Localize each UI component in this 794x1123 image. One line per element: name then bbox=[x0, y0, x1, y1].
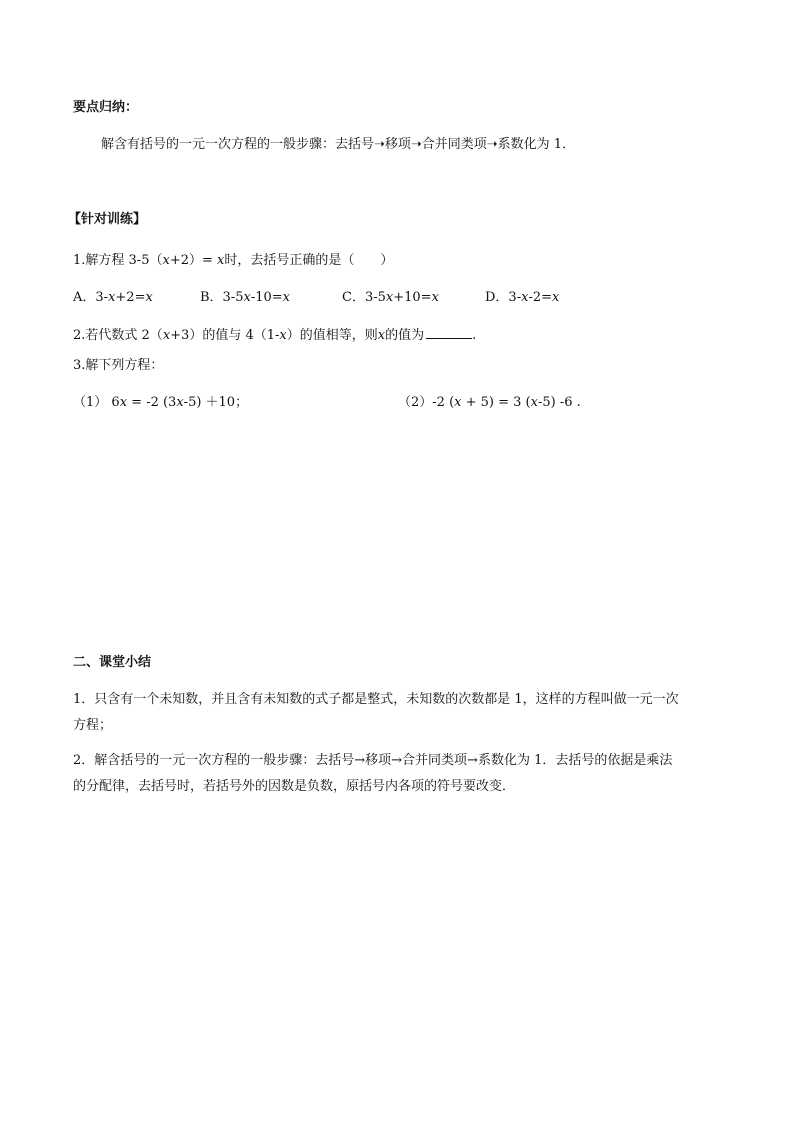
q1-option-c bbox=[342, 289, 439, 307]
summary-point-2-line-1: 2．解含括号的一元一次方程的一般步骤：去括号→移项→合并同类项→系数化为 1．去括号的依据是乘法 bbox=[73, 753, 673, 768]
question-3-label: 3.解下列方程： bbox=[73, 358, 164, 373]
option-text: +2= bbox=[115, 290, 146, 305]
option-text: -2= bbox=[528, 290, 552, 305]
eq1-text: （1） 6 bbox=[73, 395, 120, 410]
q1-var: x bbox=[217, 253, 225, 268]
summary-point-1-line-2: 方程； bbox=[73, 718, 113, 733]
eq2-var: x bbox=[454, 395, 462, 410]
option-var: x bbox=[431, 290, 439, 305]
eq2-text: -5) -6 . bbox=[537, 395, 581, 410]
option-var: x bbox=[552, 290, 560, 305]
class-summary-heading: 二、课堂小结 bbox=[73, 655, 152, 670]
eq1-var: x bbox=[176, 395, 184, 410]
q1-var: x bbox=[162, 253, 170, 268]
q2-var: x bbox=[279, 328, 287, 343]
q2-text: +3）的值与 4（1- bbox=[170, 328, 280, 343]
q2-text: ）的值相等，则 bbox=[286, 328, 378, 343]
answer-blank[interactable] bbox=[426, 326, 472, 339]
eq1-var: x bbox=[119, 395, 128, 410]
option-text: B．3-5 bbox=[200, 290, 244, 305]
option-text: A．3- bbox=[73, 290, 109, 305]
eq2-text: + 5) = 3 ( bbox=[461, 395, 531, 410]
equation-2 bbox=[398, 394, 581, 412]
eq1-text: -5) ＋10； bbox=[183, 395, 249, 410]
q1-option-d bbox=[485, 289, 559, 307]
summary-point-2-line-2: 的分配律，去括号时，若括号外的因数是负数，原括号内各项的符号要改变． bbox=[73, 779, 516, 794]
option-text: +10= bbox=[393, 290, 432, 305]
option-var: x bbox=[243, 290, 251, 305]
q2-text: . bbox=[472, 328, 477, 343]
q1-text: 1.解方程 3-5（ bbox=[73, 253, 163, 268]
q2-text: 的值为 bbox=[385, 328, 425, 343]
option-var: x bbox=[521, 290, 529, 305]
summary-heading: 要点归纳： bbox=[73, 100, 139, 115]
q2-text: 2.若代数式 2（ bbox=[73, 328, 163, 343]
q2-var: x bbox=[377, 328, 386, 343]
option-var: x bbox=[282, 290, 291, 305]
eq2-var: x bbox=[530, 395, 538, 410]
option-text: D．3- bbox=[485, 290, 522, 305]
equation-1 bbox=[73, 394, 248, 412]
option-var: x bbox=[108, 290, 116, 305]
eq1-text: = -2 (3 bbox=[127, 395, 177, 410]
question-2 bbox=[73, 326, 476, 345]
option-text: C．3-5 bbox=[342, 290, 386, 305]
q2-var: x bbox=[162, 328, 171, 343]
training-heading: 【针对训练】 bbox=[68, 212, 147, 227]
summary-text: 解含有括号的一元一次方程的一般步骤：去括号➝移项➝合并同类项➝系数化为 1． bbox=[101, 137, 576, 152]
q1-option-a bbox=[73, 289, 153, 307]
q1-text: 时，去括号正确的是（ ） bbox=[224, 253, 394, 268]
option-text: -10= bbox=[250, 290, 283, 305]
question-1-stem bbox=[73, 252, 393, 270]
option-var: x bbox=[145, 290, 153, 305]
option-var: x bbox=[385, 290, 394, 305]
q1-text: +2）= bbox=[169, 253, 218, 268]
q1-option-b bbox=[200, 289, 290, 307]
eq2-text: （2）-2 ( bbox=[398, 395, 455, 410]
summary-point-1-line-1: 1．只含有一个未知数，并且含有未知数的式子都是整式，未知数的次数都是 1，这样的方程叫做一元一次 bbox=[73, 692, 679, 707]
